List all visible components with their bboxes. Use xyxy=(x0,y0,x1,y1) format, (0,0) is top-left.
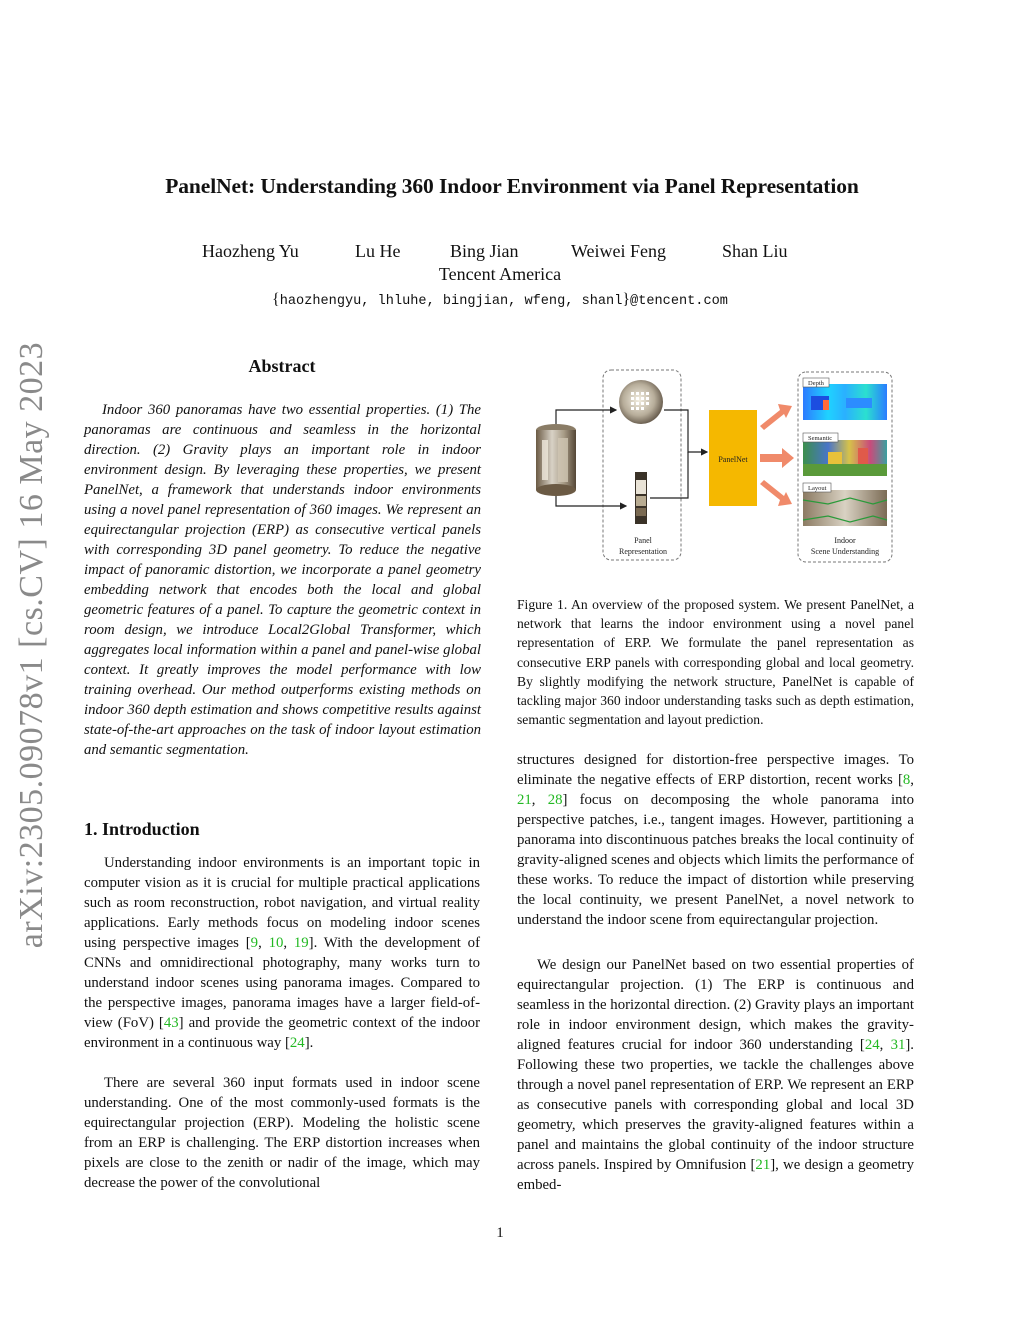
vertical-panel-icon xyxy=(635,472,647,524)
output-arrow-depth xyxy=(760,404,792,430)
abstract-text: Indoor 360 panoramas have two essential properties. (1) The panoramas are continuous and seamless in the horizontal direction. (2) Gravity plays an important role in indoor environment design. By leveraging these properties, we present PanelNet, a framework that understands indoor environments using a novel panel representation of 360 images. We represent an equirectangular projection (ERP) as consecutive vertical panels with corresponding 3D panel geometry. To reduce the negative impact of panoramic distortion, we incorporate a panel geometry embedding network that encodes both the local and global geometric features of a panel. To capture the geometric context in room design, we introduce Local2Global Transformer, which aggregates local information within a panel and panel-wise global context. It greatly improves the model performance with low training overhead. Our method outperforms existing methods on indoor 360 depth estimation and shows competitive results against state-of-the-art approaches on the task of indoor layout estimation and semantic segmentation. xyxy=(84,402,481,758)
citation-link[interactable]: 24 xyxy=(864,1037,880,1053)
indoor-label-2: Scene Understanding xyxy=(810,547,880,556)
citation-link[interactable]: 19 xyxy=(293,935,309,951)
author-name: Haozheng Yu xyxy=(202,241,299,261)
citation-link[interactable]: 43 xyxy=(163,1015,179,1031)
arrow-sphere-to-panelnet xyxy=(664,410,707,452)
panel-rep-label-2: Representation xyxy=(619,547,667,556)
depth-label: Depth xyxy=(808,380,824,387)
arrow-to-panel xyxy=(556,496,626,506)
citation-link[interactable]: 10 xyxy=(268,935,284,951)
paper-title: PanelNet: Understanding 360 Indoor Environment via Panel Representation xyxy=(165,174,859,198)
depth-output-image xyxy=(803,378,887,420)
author-emails: {haozhengyu, lhluhe, bingjian, wfeng, shanl}@tencent.com xyxy=(272,291,728,309)
sphere-projection-icon xyxy=(619,380,663,424)
arrow-to-sphere xyxy=(556,410,616,424)
intro-paragraph-2: There are several 360 input formats used in indoor scene understanding. One of the most commonly-used formats is the equirectangular projection (ERP). Modeling the holistic scene from an ERP is challenging. The ERP distortion increases when pixels are close to the zenith or nadir of the image, which may decrease the power of the convolutional xyxy=(84,1075,480,1191)
layout-label: Layout xyxy=(808,485,827,492)
citation-link[interactable]: 21 xyxy=(517,792,532,808)
output-arrow-layout xyxy=(760,480,792,506)
author-name: Lu He xyxy=(355,241,401,261)
citation-link[interactable]: 24 xyxy=(289,1035,305,1051)
citation-link[interactable]: 28 xyxy=(547,792,563,808)
output-arrow-semantic xyxy=(760,448,794,468)
right-paragraph-1: structures designed for distortion-free perspective images. To eliminate the negative effects of ERP distortion, recent works [8, 21, 28] focus on decomposing the whole panorama into perspective patches, i.e., tangent images. However, partitioning a panorama into discontinuous patches breaks the local continuity of gravity-aligned scenes and objects which limits the performance of these works. To reduce the impact of distortion while preserving the local continuity, we present PanelNet, a novel network to understand the indoor scene from equirectangular projection. xyxy=(517,752,915,928)
figure-1-caption: Figure 1. An overview of the proposed system. We present PanelNet, a network that learns the indoor environment using a novel panel representation of ERP. We formulate the panel representation as consecutive ERP panels with corresponding global and local geometry. By slightly modifying the network structure, PanelNet is capable of tackling major 360 indoor understanding tasks such as depth estimation, semantic segmentation and layout prediction. xyxy=(517,597,914,728)
citation-link[interactable]: 21 xyxy=(755,1157,771,1173)
citation-link[interactable]: 9 xyxy=(250,935,259,951)
arxiv-stamp: arXiv:2305.09078v1 [cs.CV] 16 May 2023 xyxy=(13,341,50,949)
semantic-output-image xyxy=(803,433,887,476)
semantic-label: Semantic xyxy=(808,435,833,442)
section-heading-introduction: 1. Introduction xyxy=(84,819,200,839)
abstract-heading: Abstract xyxy=(248,356,316,376)
panorama-cylinder-icon xyxy=(536,424,576,496)
arrow-panel-to-panelnet xyxy=(650,452,688,498)
panel-rep-label-1: Panel xyxy=(634,536,652,545)
right-paragraph-2: We design our PanelNet based on two essential properties of equirectangular projection. (1) The ERP is continuous and seamless in the horizontal direction. (2) Gravity plays an important role in indoor environment design, which makes the gravity-aligned features crucial for indoor 360 understanding [24, 31]. Following these two properties, we tackle the challenges above through a novel panel representation of ERP. We represent an ERP as consecutive panels with corresponding global and local 3D geometry, which preserves the gravity-aligned features within a panel and maintains the global continuity of the indoor structure across panels. Inspired by Omnifusion [21], we design a geometry embed- xyxy=(517,957,914,1193)
figure-1-diagram xyxy=(528,368,918,568)
citation-link[interactable]: 8 xyxy=(902,772,911,788)
email-users: haozhengyu, lhluhe, bingjian, wfeng, shanl xyxy=(279,294,623,309)
author-name: Bing Jian xyxy=(450,241,519,261)
author-list xyxy=(200,241,800,265)
citation-link[interactable]: 31 xyxy=(890,1037,906,1053)
author-name: Weiwei Feng xyxy=(571,241,667,261)
email-domain: @tencent.com xyxy=(630,294,728,309)
intro-paragraph-1: Understanding indoor environments is an important topic in computer vision as it is crucial for multiple practical applications such as room reconstruction, robot navigation, and virtual reality applications. Early methods focus on modeling indoor scenes using perspective images [9, 10, 19]. With the development of CNNs and omnidirectional photography, many works turn to understand indoor scenes using panorama images. Compared to the perspective images, panorama images have a larger field-of-view (FoV) [43] and provide the geometric context of the indoor environment in a continuous way [24]. xyxy=(84,855,480,1051)
panelnet-label: PanelNet xyxy=(718,455,748,464)
layout-output-image xyxy=(803,483,887,526)
figure-1 xyxy=(528,368,918,568)
author-name: Shan Liu xyxy=(722,241,788,261)
page-number: 1 xyxy=(496,1225,504,1241)
indoor-label-1: Indoor xyxy=(834,536,856,545)
affiliation: Tencent America xyxy=(438,264,562,284)
